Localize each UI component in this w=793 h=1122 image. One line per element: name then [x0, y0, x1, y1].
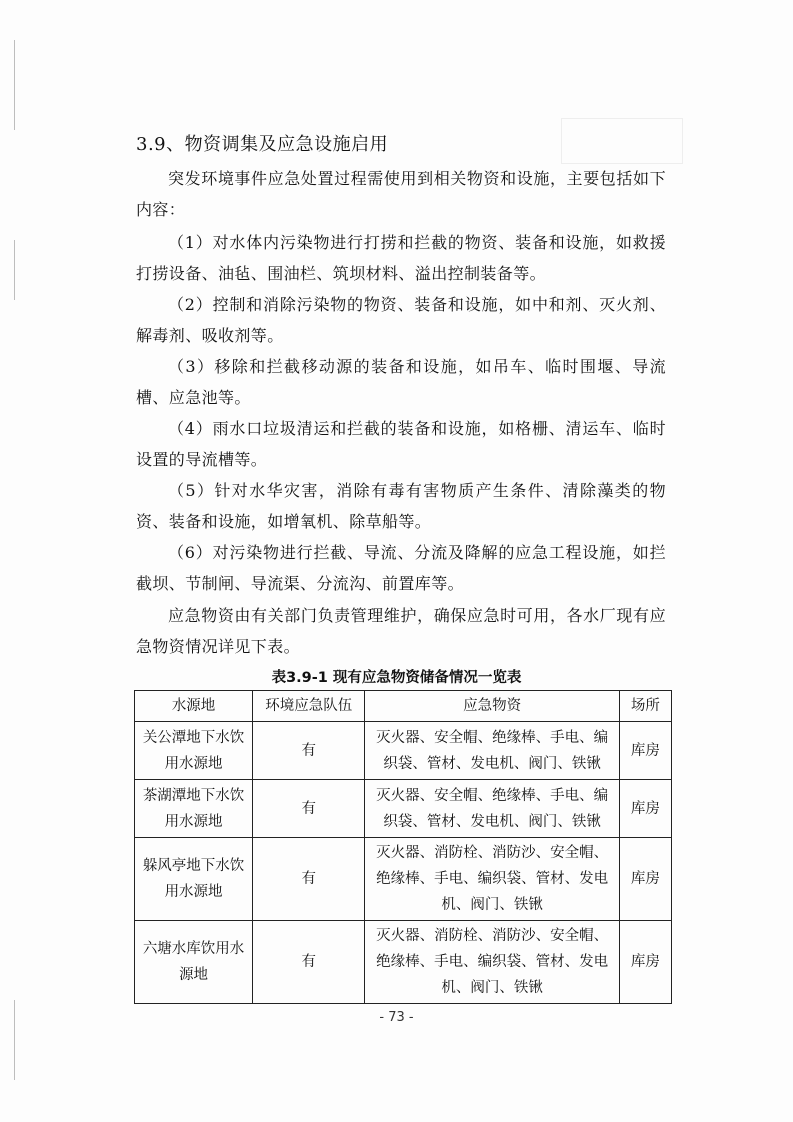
cell-goods: 灭火器、消防栓、消防沙、安全帽、绝缘棒、手电、编织袋、管材、发电机、阀门、铁锹	[365, 838, 619, 921]
page-number: - 73 -	[379, 1010, 414, 1025]
header-goods: 应急物资	[365, 691, 619, 722]
binder-line	[14, 40, 15, 130]
cell-goods: 灭火器、安全帽、绝缘棒、手电、编织袋、管材、发电机、阀门、铁锹	[365, 780, 619, 838]
list-item-1: （1）对水体内污染物进行打捞和拦截的物资、装备和设施，如救援打捞设备、油毡、围油栏、筑坝材料、溢出控制装备等。	[136, 233, 666, 283]
table-row	[135, 921, 672, 1004]
cell-source: 关公潭地下水饮用水源地	[135, 722, 253, 780]
cell-source: 躲风亭地下水饮用水源地	[135, 838, 253, 921]
cell-team: 有	[253, 722, 365, 780]
supplies-table	[134, 690, 672, 1004]
cell-source: 六塘水库饮用水源地	[135, 921, 253, 1004]
section-heading: 3.9、物资调集及应急设施启用	[136, 134, 389, 155]
cell-team: 有	[253, 838, 365, 921]
cell-team: 有	[253, 780, 365, 838]
cell-place: 库房	[619, 921, 671, 1004]
table-caption: 表3.9-1 现有应急物资储备情况一览表	[271, 670, 522, 686]
table-row	[135, 780, 672, 838]
bleed-through-box	[561, 118, 683, 164]
header-source: 水源地	[135, 691, 253, 722]
list-item-6: （6）对污染物进行拦截、导流、分流及降解的应急工程设施，如拦截坝、节制闸、导流渠、分流沟、前置库等。	[136, 543, 666, 593]
binder-line	[14, 240, 15, 300]
cell-source: 茶湖潭地下水饮用水源地	[135, 780, 253, 838]
cell-place: 库房	[619, 780, 671, 838]
intro-paragraph: 突发环境事件应急处置过程需使用到相关物资和设施，主要包括如下内容：	[136, 169, 666, 219]
header-place: 场所	[619, 691, 671, 722]
cell-place: 库房	[619, 838, 671, 921]
cell-goods: 灭火器、消防栓、消防沙、安全帽、绝缘棒、手电、编织袋、管材、发电机、阀门、铁锹	[365, 921, 619, 1004]
list-item-2: （2）控制和消除污染物的物资、装备和设施，如中和剂、灭火剂、解毒剂、吸收剂等。	[136, 295, 666, 345]
closing-paragraph: 应急物资由有关部门负责管理维护，确保应急时可用，各水厂现有应急物资情况详见下表。	[136, 606, 666, 656]
table-row	[135, 722, 672, 780]
list-item-3: （3）移除和拦截移动源的装备和设施，如吊车、临时围堰、导流槽、应急池等。	[136, 357, 666, 407]
list-item-5: （5）针对水华灾害，消除有毒有害物质产生条件、清除藻类的物资、装备和设施，如增氧机、除草船等。	[136, 481, 666, 531]
table-header-row	[135, 691, 672, 722]
cell-goods: 灭火器、安全帽、绝缘棒、手电、编织袋、管材、发电机、阀门、铁锹	[365, 722, 619, 780]
table-row	[135, 838, 672, 921]
cell-team: 有	[253, 921, 365, 1004]
list-item-4: （4）雨水口垃圾清运和拦截的装备和设施，如格栅、清运车、临时设置的导流槽等。	[136, 419, 666, 469]
header-team: 环境应急队伍	[253, 691, 365, 722]
cell-place: 库房	[619, 722, 671, 780]
